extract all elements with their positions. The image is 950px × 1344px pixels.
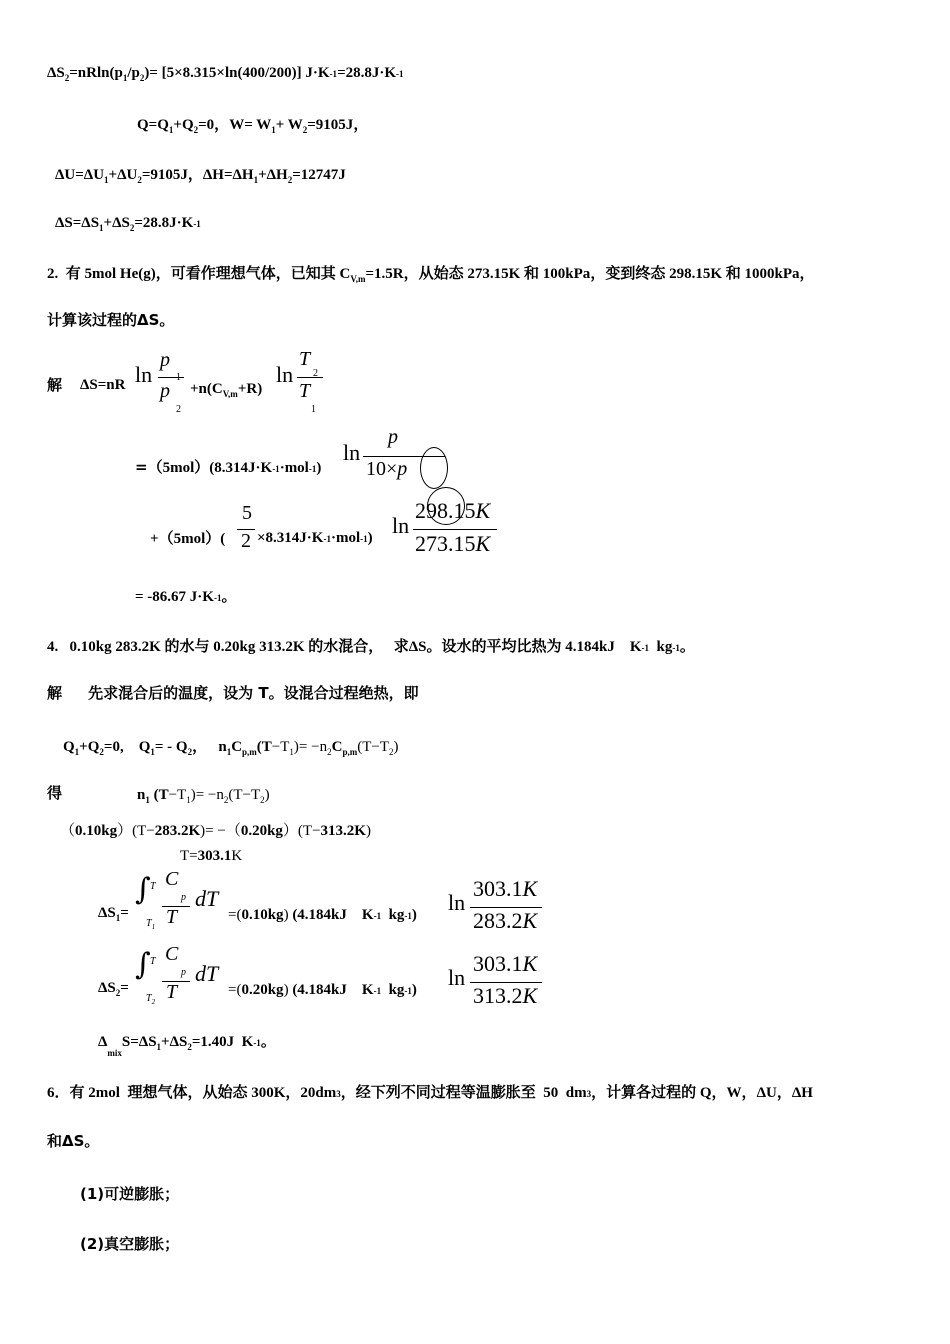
equation-heat-balance: $Q_1+Q_2=0$, $Q_1= - Q_2$， $n_1C_{p,m}(T-T_1)= -n_2C_{p,m}(T-T_2)$ [63, 737, 399, 757]
delta-mix-s: $\Delta_{mix}S=\Delta S_1+\Delta S_2=1.40J$ K-1。 [98, 1032, 276, 1058]
frac-denominator-10p: 10×p [366, 458, 408, 480]
lower-limit-T2: $T_2$ [146, 993, 156, 1006]
ln-symbol: ln [392, 513, 410, 538]
sub-1: 1 [311, 404, 316, 415]
sub-1: 1 [176, 372, 181, 383]
ln-symbol: ln [448, 890, 466, 915]
integral-sign: ∫ [135, 872, 151, 907]
equation-mass-t: （0.10kg）(T−283.2K)= −（0.20kg）(T−313.2K) [60, 823, 371, 839]
result-value: = -86.67 J·K-1。 [135, 587, 237, 605]
dt-symbol: dT [195, 961, 219, 986]
solution-expression-start: ΔS=nR [80, 377, 126, 393]
dt-symbol: dT [195, 886, 219, 911]
fraction-bar [413, 529, 497, 530]
ln-symbol: ln [276, 362, 294, 387]
frac-denominator-273: 273.15K [415, 531, 491, 556]
ln-symbol: ln [448, 965, 466, 990]
upper-limit-T: T [150, 956, 156, 967]
frac-denominator-T: T [166, 981, 178, 1003]
frac-denominator-313: 313.2K [473, 983, 538, 1008]
problem-6-item-2: (2)真空膨胀； [80, 1235, 180, 1253]
circle-annotation [420, 447, 448, 489]
delta-s1-label: $\Delta S_1=$ [98, 905, 129, 923]
equation-q-w: $Q=Q_1+Q_2=0$，$W= W_1+ W_2=9105J$， [137, 115, 369, 135]
fraction-bar [158, 377, 184, 378]
frac-numerator-298: 298.15K [415, 498, 491, 523]
lower-limit-T1: $T_1$ [146, 918, 156, 931]
equation-ds-total: $\Delta S=\Delta S_1+\Delta S_2=28.8J\cdot K-1$ [55, 215, 201, 233]
frac-denominator-283: 283.2K [473, 908, 538, 933]
equation-delta-s2: $\Delta S_2=nRln(p_1/p_2)= [5\times 8.315\times\ln(400/200)]$ J·K-1=28.8J·K-1 [47, 65, 404, 83]
problem-2-text: 2. 有 5mol He(g)，可看作理想气体，已知其 $C_{V,m}=1.5R$，从始态 273.15K 和 100kPa，变到终态 298.15K 和 1000kPa， [47, 264, 815, 284]
ln-symbol: ln [135, 362, 153, 387]
integral-sign: ∫ [135, 947, 151, 982]
frac-denominator-T: T [166, 906, 178, 928]
equation-t-result: T=303.1K [180, 848, 243, 864]
frac-denominator-2: 2 [241, 530, 251, 552]
sub-2: 2 [176, 404, 181, 415]
problem-6-item-1: (1)可逆膨胀； [80, 1185, 180, 1203]
equation-du-dh: $\Delta U=\Delta U_1+\Delta U_2=9105J$，$\Delta H=\Delta H_1+\Delta H_2=12747J$ [55, 165, 346, 185]
upper-limit-T: T [150, 881, 156, 892]
frac-denominator-p2: p [160, 380, 170, 402]
problem-6-text: 6．有 2mol 理想气体，从始态 300K，20dm3，经下列不同过程等温膨胀至 50 dm3，计算各过程的 Q，W，ΔU，ΔH [47, 1083, 813, 1101]
frac-numerator-p: p [388, 426, 398, 448]
ln-symbol: ln [343, 440, 361, 465]
delta-s1-expression: =(0.10kg) (4.184kJ K-1 kg-1) [228, 907, 417, 923]
sub-2: 2 [313, 368, 318, 379]
sub-p: p [181, 967, 186, 978]
step-2-expression-b: ×8.314J·K-1·mol-1) [257, 530, 373, 546]
delta-s2-label: $\Delta S_2=$ [98, 980, 129, 998]
step-2-expression-a: +（5mol）( [150, 529, 226, 547]
frac-numerator-t2: T [299, 348, 311, 370]
delta-s2-expression: =(0.20kg) (4.184kJ K-1 kg-1) [228, 982, 417, 998]
frac-denominator-t1: T [299, 380, 311, 402]
frac-numerator-5: 5 [242, 502, 252, 524]
problem-2-text-line2: 计算该过程的ΔS。 [47, 311, 175, 329]
frac-numerator-p1: p [160, 349, 170, 371]
problem-4-text: 4. 0.10kg 283.2K 的水与 0.20kg 313.2K 的水混合， 求ΔS。设水的平均比热为 4.184kJ K-1 kg-1。 [47, 637, 695, 655]
frac-numerator-cp: C [165, 868, 179, 890]
fraction-bar [297, 377, 323, 378]
sub-p: p [181, 892, 186, 903]
step-1-expression: =（5mol）(8.314J·K-1·mol-1) [135, 458, 322, 476]
problem-4-solution: 解 先求混合后的温度，设为 T。设混合过程绝热，即 [47, 684, 419, 702]
problem-6-text-line2: 和ΔS。 [47, 1132, 100, 1150]
frac-numerator-cp: C [165, 943, 179, 965]
frac-numerator-303: 303.1K [473, 951, 538, 976]
de-label: 得 [47, 784, 63, 802]
frac-numerator-303: 303.1K [473, 876, 538, 901]
equation-n-t: $n_1$ $(T-T_1)= -n_2(T-T_2)$ [137, 787, 270, 805]
solution-expression-mid: $+n(C_{V,m}+R)$ [190, 381, 263, 399]
solution-label: 解 [47, 376, 63, 394]
